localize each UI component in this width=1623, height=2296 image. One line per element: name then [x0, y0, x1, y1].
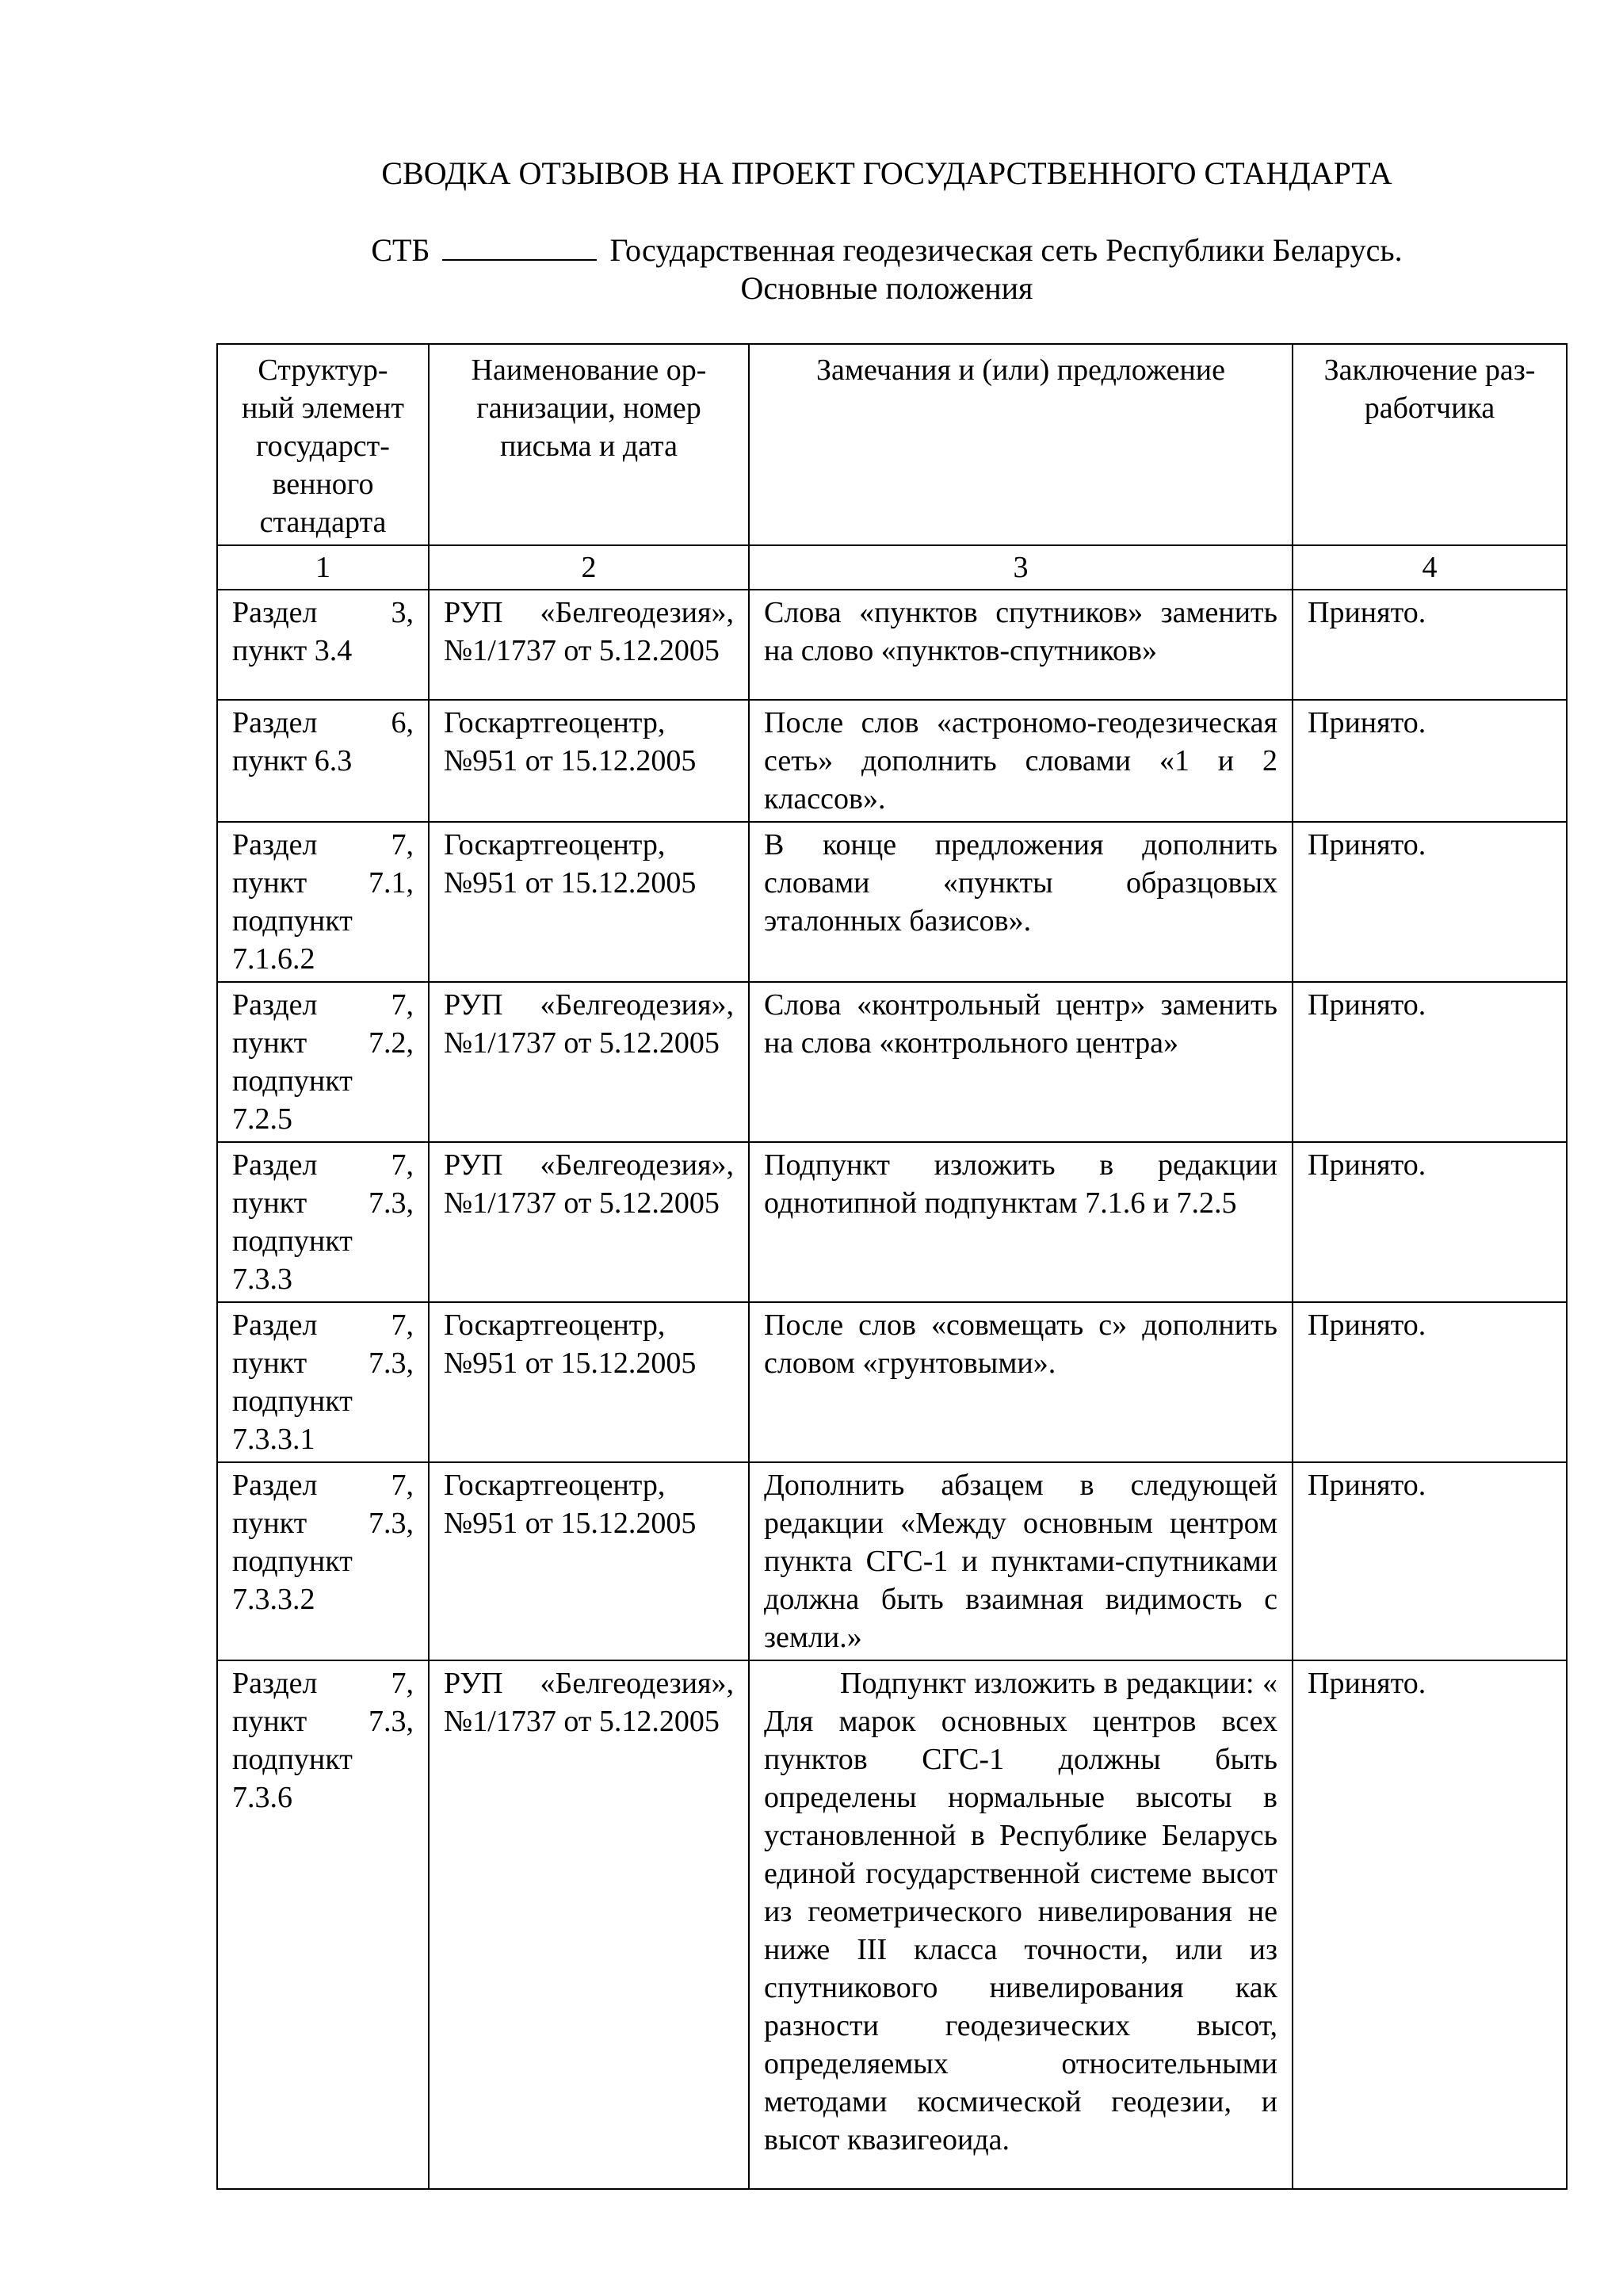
cell-conclusion: Принято. — [1293, 1462, 1567, 1660]
cell-element: Раздел 7, пункт 7.3, подпункт 7.3.6 — [217, 1660, 429, 2189]
cell-element: Раздел 7, пункт 7.3, подпункт 7.3.3 — [217, 1142, 429, 1302]
subtitle-line2: Основные положения — [740, 270, 1033, 306]
cell-conclusion: Принято. — [1293, 1302, 1567, 1462]
cell-element: Раздел 7, пункт 7.3, подпункт 7.3.3.1 — [217, 1302, 429, 1462]
table-header-row — [217, 344, 1567, 545]
cell-remark: Слова «пунктов спутников» заменить на слово «пунктов-спутников» — [749, 590, 1293, 700]
table-row — [217, 1462, 1567, 1660]
table-row — [217, 700, 1567, 822]
cell-remark: Подпункт изложить в редакции: « Для марок основных центров всех пунктов СГС-1 должны быть определены нормальные высоты в установленной в Республике Беларусь единой государственной системе высот из геометрического нивелирования не ниже III класса точности, или из спутникового нивелирования как разности геодезических высот, определяемых относительными методами космической геодезии, и высот квазигеоида. — [749, 1660, 1293, 2189]
table-row — [217, 1302, 1567, 1462]
cell-conclusion: Принято. — [1293, 590, 1567, 700]
column-number-row — [217, 545, 1567, 590]
subtitle-prefix: СТБ — [371, 232, 430, 268]
document-title: СВОДКА ОТЗЫВОВ НА ПРОЕКТ ГОСУДАРСТВЕННОГО СТАНДАРТА — [381, 155, 1392, 191]
table-row — [217, 982, 1567, 1142]
stb-number-blank — [442, 235, 597, 261]
cell-organization: Госкартгеоцентр, №951 от 15.12.2005 — [429, 822, 749, 982]
cell-remark: После слов «совмещать с» дополнить словом «грунтовыми». — [749, 1302, 1293, 1462]
cell-organization: Госкартгеоцентр, №951 от 15.12.2005 — [429, 1302, 749, 1462]
subtitle-text: Государственная геодезическая сеть Республики Беларусь. — [609, 232, 1403, 268]
feedback-table — [216, 343, 1568, 2190]
header-structural-element: Структур- ный элемент государст- венного стандарта — [217, 344, 429, 545]
column-number: 1 — [217, 545, 429, 590]
cell-conclusion: Принято. — [1293, 822, 1567, 982]
table-row — [217, 1660, 1567, 2189]
column-number: 4 — [1293, 545, 1567, 590]
table-row — [217, 590, 1567, 700]
cell-remark: Слова «контрольный центр» заменить на слова «контрольного центра» — [749, 982, 1293, 1142]
header-organization: Наименование ор- ганизации, номер письма и дата — [429, 344, 749, 545]
column-number: 3 — [749, 545, 1293, 590]
table-row — [217, 822, 1567, 982]
column-number: 2 — [429, 545, 749, 590]
header-remarks: Замечания и (или) предложение — [749, 344, 1293, 545]
cell-remark: После слов «астрономо-геодезическая сеть» дополнить словами «1 и 2 классов». — [749, 700, 1293, 822]
cell-conclusion: Принято. — [1293, 700, 1567, 822]
table-row — [217, 1142, 1567, 1302]
cell-element: Раздел 7, пункт 7.1, подпункт 7.1.6.2 — [217, 822, 429, 982]
cell-element: Раздел 7, пункт 7.3, подпункт 7.3.3.2 — [217, 1462, 429, 1660]
cell-organization: РУП «Белгеодезия», №1/1737 от 5.12.2005 — [429, 1142, 749, 1302]
cell-organization: РУП «Белгеодезия», №1/1737 от 5.12.2005 — [429, 590, 749, 700]
cell-element: Раздел 7, пункт 7.2, подпункт 7.2.5 — [217, 982, 429, 1142]
cell-element: Раздел 6, пункт 6.3 — [217, 700, 429, 822]
cell-organization: Госкартгеоцентр, №951 от 15.12.2005 — [429, 700, 749, 822]
cell-remark: Дополнить абзацем в следующей редакции «Между основным центром пункта СГС-1 и пунктами-спутниками должна быть взаимная видимость с земли.» — [749, 1462, 1293, 1660]
cell-organization: РУП «Белгеодезия», №1/1737 от 5.12.2005 — [429, 982, 749, 1142]
document-subtitle — [0, 231, 1623, 308]
header-conclusion: Заключение раз- работчика — [1293, 344, 1567, 545]
cell-remark: Подпункт изложить в редакции однотипной подпунктам 7.1.6 и 7.2.5 — [749, 1142, 1293, 1302]
cell-conclusion: Принято. — [1293, 1142, 1567, 1302]
cell-conclusion: Принято. — [1293, 1660, 1567, 2189]
cell-remark: В конце предложения дополнить словами «пункты образцовых эталонных базисов». — [749, 822, 1293, 982]
cell-organization: Госкартгеоцентр, №951 от 15.12.2005 — [429, 1462, 749, 1660]
cell-conclusion: Принято. — [1293, 982, 1567, 1142]
cell-element: Раздел 3, пункт 3.4 — [217, 590, 429, 700]
cell-organization: РУП «Белгеодезия», №1/1737 от 5.12.2005 — [429, 1660, 749, 2189]
